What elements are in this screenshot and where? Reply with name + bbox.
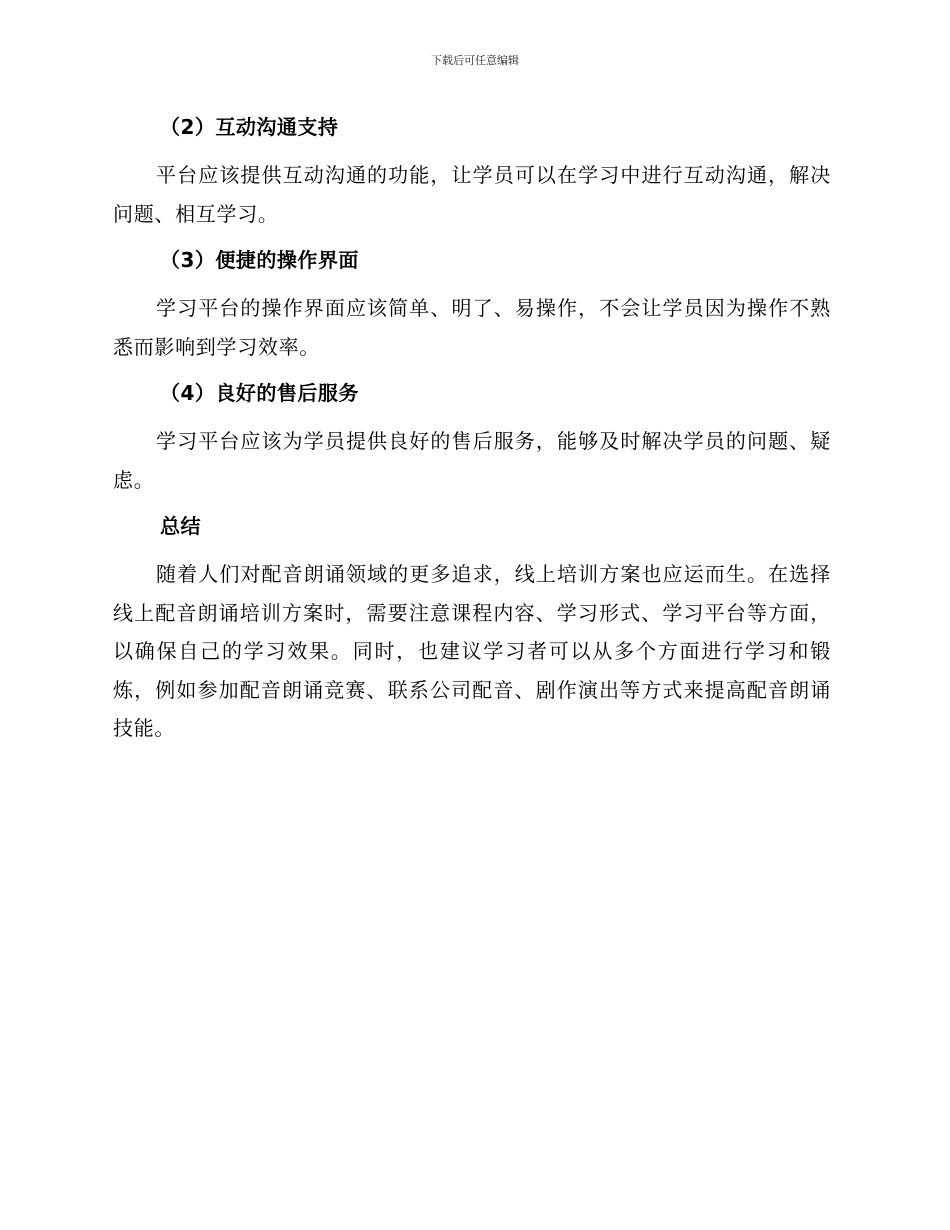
section-heading: 总结 <box>160 514 201 538</box>
section-after-sales-service <box>113 376 831 499</box>
section-summary <box>113 509 831 748</box>
section-paragraph: 随着人们对配音朗诵领域的更多追求，线上培训方案也应运而生。在选择线上配音朗诵培训方案时，需要注意课程内容、学习形式、学习平台等方面，以确保自己的学习效果。同时，也建议学习者可以从多个方面进行学习和锻炼，例如参加配音朗诵竞赛、联系公司配音、剧作演出等方式来提高配音朗诵技能。 <box>113 562 831 740</box>
section-heading: （3）便捷的操作界面 <box>160 248 359 272</box>
section-paragraph: 学习平台的操作界面应该简单、明了、易操作，不会让学员因为操作不熟悉而影响到学习效率。 <box>113 296 831 359</box>
section-paragraph: 学习平台应该为学员提供良好的售后服务，能够及时解决学员的问题、疑虑。 <box>113 429 831 492</box>
section-paragraph: 平台应该提供互动沟通的功能，让学员可以在学习中进行互动沟通，解决问题、相互学习。 <box>113 163 831 226</box>
page-header: 下载后可任意编辑 <box>431 54 519 67</box>
section-heading: （4）良好的售后服务 <box>160 381 359 405</box>
document-body <box>113 110 831 748</box>
section-interactive-communication <box>113 110 831 233</box>
section-convenient-interface <box>113 243 831 366</box>
section-heading: （2）互动沟通支持 <box>160 115 339 139</box>
